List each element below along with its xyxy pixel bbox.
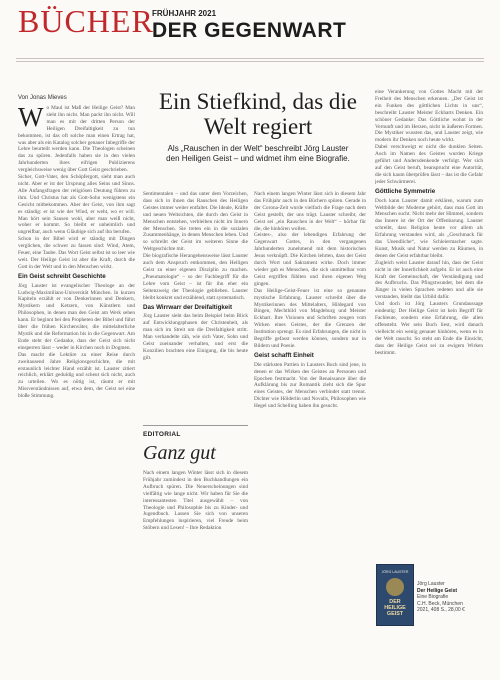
paragraph: Jörg Lauster ist evangelischer Theologe an der Ludwig-Maximilians-Universität München. In kurzen Kapiteln erzählt er von Denkerinnen und Denkern, Mystikern und Ketzern, von Künstlern und Philosophen, in denen man den Geist am Werk sehen kann. Er beginnt bei den Propheten der Bibel und führt über die frühen Kirchenväter, die mittelalterliche Mystik und die Reformation bis in die Gegenwart. Am Ende steht der Gedanke, dass der Geist sich nicht einsperren lässt – weder in Kirchen noch in Dogmen. [18,282,135,351]
article-deck: Als „Rauschen in der Welt“ beschreibt Jörg Lauster den Heiligen Geist – und widmet ihm eine Biografie. [166,144,350,163]
paragraph: Geistes-, also der lebendigen Erfahrung der Gegenwart Gottes, in den vergangenen Jahrhunderten zunehmend mit dem historischen Jesus verknüpft. Die Kirchen lehrten, dass der Geist durch Wort und Sakrament wirke. Doch immer wieder gab es Menschen, die sich unmittelbar vom Geist ergriffen fühlten und ihren eigenen Weg gingen. [254,232,366,287]
column-2 [143,191,248,419]
masthead [16,0,484,58]
issue-label: FRÜHJAHR 2021 [152,9,217,18]
article-headline: Ein Stiefkind, das die Welt regiert [158,89,358,139]
column-3 [254,191,366,665]
paragraph: Das Heilige-Geist-Feuer ist eine so genannte mystische Erfahrung. Lauster schreibt über die Mystikerinnen des Mittelalters, Hildegard von Bingen, Mechthild von Magdeburg und Meister Eckhart. Ihre Visionen und Schriften zeugen vom Wirken eines Geistes, der die Grenzen der Institution sprengt. Es sind Erfahrungen, die nicht in Begriffe gefasst werden können, sondern nur in Bildern und Poesie. [254,287,366,349]
column-4 [375,89,483,557]
paragraph: Dabei verschweigt er nicht die dunklen Seiten. Auch im Namen des Geistes wurden Kriege geführt und Andersdenkende verfolgt. Wer sich auf den Geist beruft, beansprucht eine Autorität, die sich kaum überprüfen lässt – das ist die Gefahr jeder Schwärmerei. [375,144,483,185]
paragraph: Schon in der Bibel wird er ständig mit Dingen verglichen, die schwer zu fassen sind: Wind, Atem, Feuer, eine Taube. Das Wort Geist selbst ist so leer wie weit. Der Heilige Geist ist aber die Kraft, durch die Gott in der Welt und in den Menschen wirkt. [18,236,135,270]
subheading: Das Wirrwarr der Dreifaltigkeit [143,303,233,311]
paragraph: Die biografische Herangehensweise lässt Lauster auch dem Anspruch entkommen, den Heiligen Geist zu einer eigenen Disziplin zu machen. „Pneumatologie“ – so der Fachbegriff für die Lehre vom Geist – ist für ihn eher ein Seitenzweig der Theologie geblieben. Lauster bleibt konkret und erzählend, statt systematisch. [143,253,248,301]
book-cover-title: DER HEILIGE GEIST [384,599,406,617]
book-title: Der Heilige Geist [417,587,458,594]
editorial-title: Ganz gut [143,442,216,464]
paragraph: Die stärksten Partien in Lausters Buch sind jene, in denen er das Wirken des Geistes an Personen und Epochen festmacht. Von der Renaissance über die Aufklärung bis zur Romantik zieht sich die Spur eines Geistes, der Menschen verbindet statt trennt. Dichter wie Hölderlin und Novalis, Philosophen wie Hegel und Schelling haben ihn gesucht. [254,361,366,410]
paragraph: o Maul ist Maß der Heilige Geist? Man sieht ihn nicht. Man packt ihn nicht. Will man es mit der dritten Person der Heiligen Dreifaltigkeit zu tun bekommen, ist das oft solche man einen Ertrag hat, was aber als ein Katalog solcher genauer Inbegriffe der Lehre beurteilt werden kann. Die Theologen scheinen das zu spüren. Jedenfalls haben sie in den vielen Jahrhunderten ihres eifrigen Publizierens vergleichsweise wenig über Gott Geist geschrieben. [18,105,135,174]
byline: Von Jonas Mieves [18,95,67,101]
masthead-rule-top [16,58,484,59]
book-details: 2021, 408 S., 28,00 € [417,607,465,614]
book-author: Jörg Lauster [417,581,445,587]
book-cover [376,564,414,626]
book-info [417,581,483,614]
paragraph: Das macht die Lektüre zu einer Reise durch zweitausend Jahre Religionsgeschichte, die mit erstaunlich leichter Hand erzählt ist. Lauster zitiert reichlich, erklärt geduldig und scheut sich nicht, auch zu urteilen. Wo es nötig ist, räumt er mit Missverständnissen auf, etwa dem, der Geist sei eine bloße Stimmung. [18,351,135,400]
editorial-label: EDITORIAL [143,431,181,438]
masthead-name: BÜCHER [18,3,154,39]
paragraph: Und doch ist Jörg Lausters Grundaussage eindeutig: Der Heilige Geist ist kein Begriff für Fachleute, sondern eine Erfahrung, die allen offensteht. Wer sein Buch liest, wird danach vielleicht ein wenig genauer hinhören, wenn es in der Welt rauscht. So steht am Ende die Einsicht, dass der Heilige Geist sei zu ewigem Wirken bestimmt. [375,301,483,356]
drop-cap: W [18,105,44,132]
subheading: Ein Geist schreibt Geschichte [18,272,106,280]
subheading: Geist schafft Einheit [254,351,314,359]
subheading: Göttliche Symmetrie [375,187,436,195]
book-cover-author: JÖRG LAUSTER [381,570,409,574]
paragraph: Nach einem langen Winter lässt sich in diesem Jahr das Frühjahr auch in den Büchern spüren. Gerade in der Corona-Zeit wurde vielfach die Frage nach dem Geist gestellt, der uns trägt. Lauster schreibt, der Geist sei „ein Rauschen in der Welt“ – hörbar für die, die hinhören wollen. [254,191,366,232]
paragraph: eine Verankerung von Gottes Macht mit der Freiheit des Menschen erkennen. „Der Geist ist ein Funken des göttlichen Lichts in uns“, beschreibt Lauster Meister Eckharts Denken. Ein schöner Gedanke: Das Göttliche wohnt in der Vernunft und im Herzen, nicht in äußeren Formen. Die Mystiker wussten das, und Lauster zeigt, wie modern ihr Denken noch heute wirkt. [375,89,483,144]
masthead-subtitle: DER GEGENWART [152,19,347,42]
paragraph: Zugleich weist Lauster darauf hin, dass der Geist nicht in der Innerlichkeit aufgeht. Er ist auch eine Kraft der Gemeinschaft, der Verständigung und des Aufbruchs. Das Pfingstwunder, bei dem die Jünger in vielen Sprachen redeten und alle sie verstanden, bleibt das Urbild dafür. [375,259,483,301]
paragraph: Sentimentalen – und das unter dem Vorzeichen, dass sich in ihnen das Rauschen des Heiligen Geistes immer weiter entfaltet. Die Ideale, Kräfte und neuen Weltsichten, die durch den Geist in Menschen entstehen, verbleiben nicht im Innern der Menschen. Sie treten ein in die sozialen Zusammenhänge, in denen Menschen leben. Und so schreibt der Geist im weiteren Sinne die Weltgeschichte mit. [143,191,248,253]
book-publisher: C.H. Beck, München [417,600,463,607]
paragraph: Jörg Lauster sieht das beim Beispiel beim Blick auf Entwicklungsphasen der Christenheit, als man sich im Streit um die Dreifaltigkeit stritt. Man verhandelte zäh, wie sich Vater, Sohn und Geist zueinander verhalten, und erst die Konzilien brachten eine Einigung, die bis heute gilt. [143,313,248,361]
masthead-rule-bottom [16,61,484,62]
editorial-rule [143,425,248,426]
book-cover-ornament [386,578,404,596]
book-subtitle: Eine Biografie [417,594,449,601]
editorial-box [143,431,248,639]
column-1 [18,105,135,665]
editorial-body: Nach einem langen Winter lässt sich in diesem Frühjahr zumindest in den Buchhandlungen ein Aufbruch spüren. Die Neuerscheinungen sind vielfältig wie lange nicht. Wir haben für Sie die interessantesten Titel ausgewählt – von Theologie und Philosophie bis zu Kinder- und Jugendbuch. Lassen Sie sich von unseren Empfehlungen inspirieren, viel Freude beim Stöbern und Lesen! – Ihre Redaktion [143,470,248,532]
paragraph: Sicher, Gott-Vater, den Schöpfergott, sieht man auch nicht. Aber er ist der Ursprung alles Seins und Sinns. Alle Anfangsfragen der religiösen Deutung führen zu ihm. Und Christus hat als Gott-Sohn wenigstens ein Gesicht mitbekommen. Aber der Geist, von ihm sagt es ständig: er ist wie der Wind, er weht, wo er will. Man hört sein Sausen wohl, aber man weiß nicht, woher er kommt. So bleibt er unheimlich und ungreifbar, auch wenn Gläubige sich auf ihn berufen. [18,174,135,236]
paragraph: Doch kann Lauster damit erklären, warum zum Weltbilde der Moderne gehört, dass man Gott im Menschen sucht. Nicht mehr der Himmel, sondern das Innere ist der Ort der Offenbarung. Lauster schreibt, dass Religion heute vor allem als Erfahrung verstanden wird, als „Geschmack für das Unendliche“, wie Schleiermacher sagte. Kunst, Musik und Natur werden zu Räumen, in denen der Geist erfahrbar bleibt. [375,197,483,259]
